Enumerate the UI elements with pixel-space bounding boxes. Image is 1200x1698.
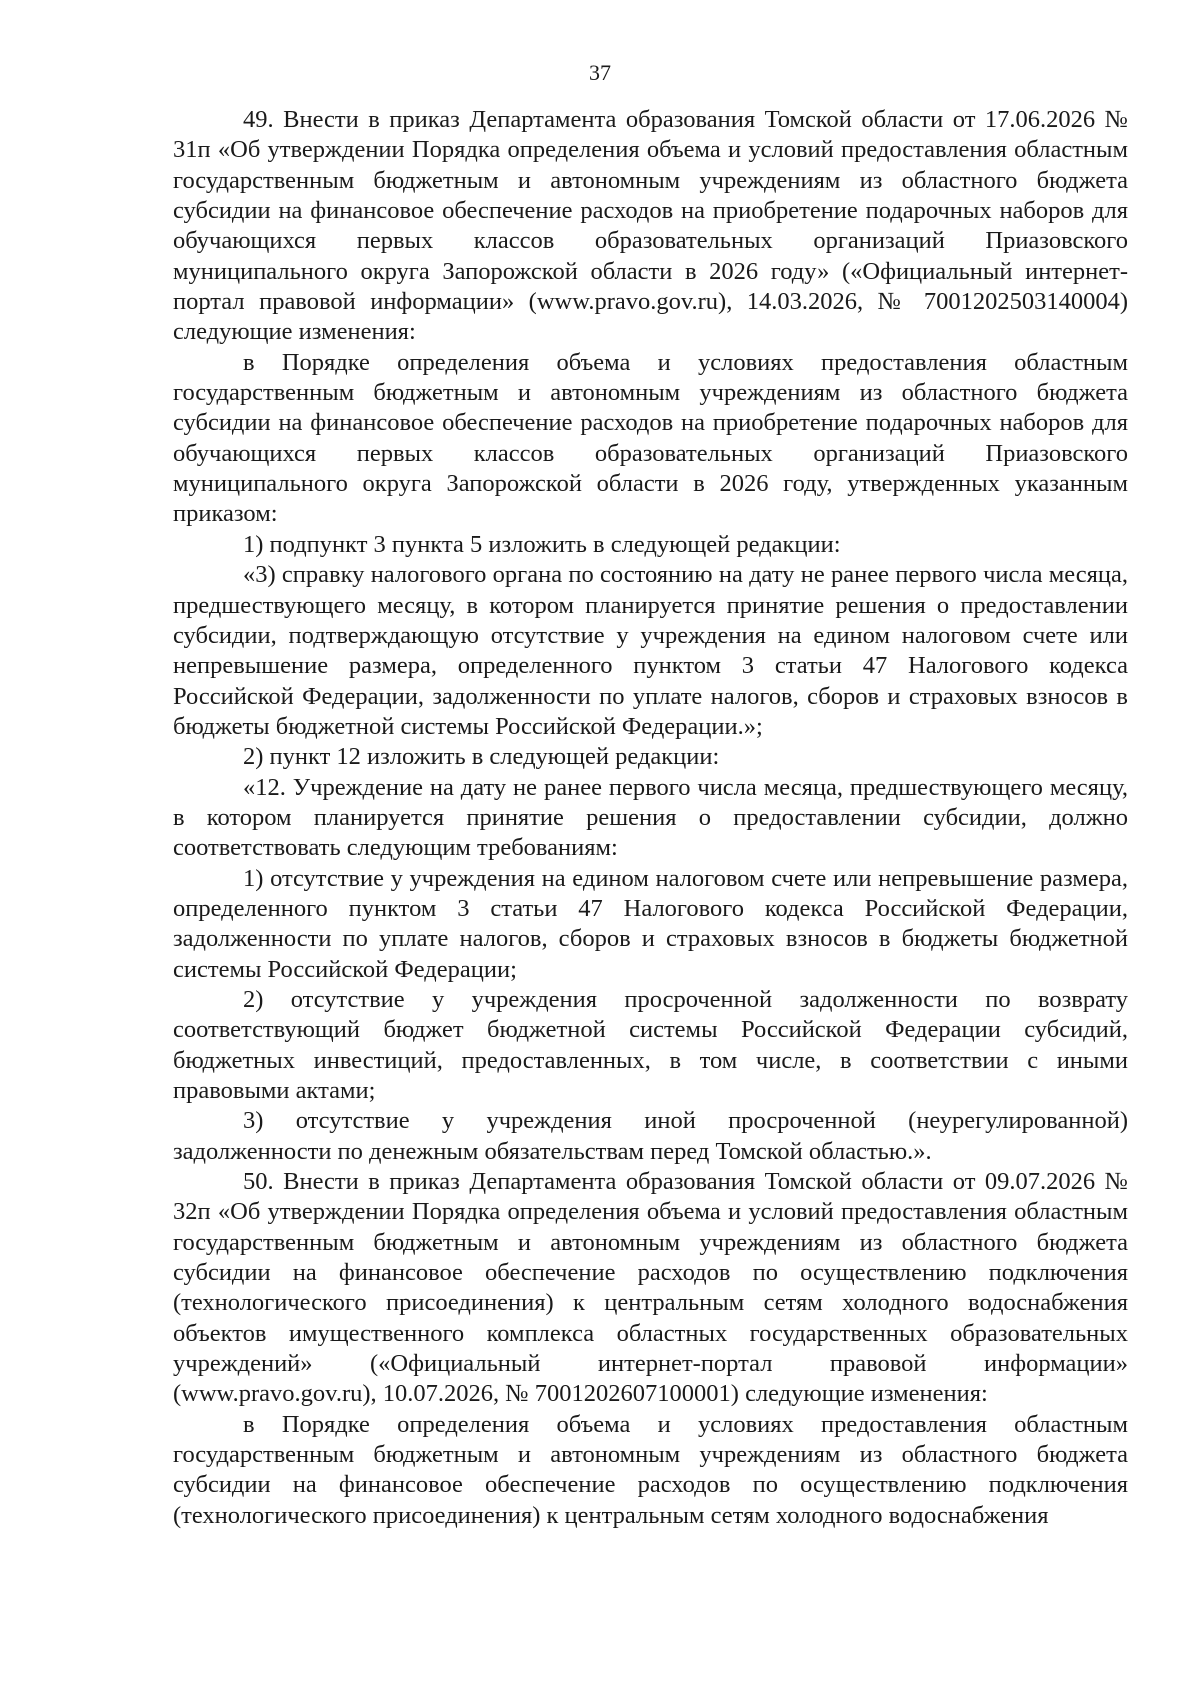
paragraph-50-order-scope: в Порядке определения объема и условиях предоставления областным государственным бюджетным и автономным учреждениям из областного бюджета субсидии на финансовое обеспечение расходов по осуществлению подключения (технологического присоединения) к центральным сетям холодного водоснабжения [173,1410,1128,1529]
page-number: 37 [589,60,611,85]
document-body [173,105,1128,1531]
paragraph-49-requirement-3: 3) отсутствие у учреждения иной просроченной (неурегулированной) задолженности по денежным обязательствам перед Томской областью.». [173,1107,1128,1165]
paragraph-49-order-scope: в Порядке определения объема и условиях предоставления областным государственным бюджетным и автономным учреждениям из областного бюджета субсидии на финансовое обеспечение расходов на приобретение подарочных наборов для обучающихся первых классов образовательных организаций Приазовского муниципального округа Запорожской области в 2026 году, утвержденных указанным приказом: [173,348,1128,528]
paragraph-49-item-1-text: «3) справку налогового органа по состоянию на дату не ранее первого числа месяца, предшествующего месяцу, в котором планируется принятие решения о предоставлении субсидии, подтверждающую отсутствие у учреждения на едином налоговом счете или непревышение размера, определенного пунктом 3 статьи 47 Налогового кодекса Российской Федерации, задолженности по уплате налогов, сборов и страховых взносов в бюджеты бюджетной системы Российской Федерации.»; [173,561,1128,740]
paragraph-49-item-1: 1) подпункт 3 пункта 5 изложить в следующей редакции: [243,530,841,558]
paragraph-49-item-2: 2) пункт 12 изложить в следующей редакции: [243,743,720,771]
paragraph-49-intro: 49. Внести в приказ Департамента образования Томской области от 17.06.2026 № 31п «Об утверждении Порядка определения объема и условий предоставления областным государственным бюджетным и автономным учреждениям из областного бюджета субсидии на финансовое обеспечение расходов на приобретение подарочных наборов для обучающихся первых классов образовательных организаций Приазовского муниципального округа Запорожской области в 2026 году» («Официальный интернет-портал правовой информации» (www.pravo.gov.ru), 14.03.2026, № 7001202503140004) следующие изменения: [173,106,1128,346]
paragraph-49-item-2-text: «12. Учреждение на дату не ранее первого числа месяца, предшествующего месяцу, в котором планируется принятие решения о предоставлении субсидии, должно соответствовать следующим требованиям: [173,773,1128,862]
paragraph-49-requirement-1: 1) отсутствие у учреждения на едином налоговом счете или непревышение размера, определенного пунктом 3 статьи 47 Налогового кодекса Российской Федерации, задолженности по уплате налогов, сборов и страховых взносов в бюджеты бюджетной системы Российской Федерации; [173,864,1128,983]
paragraph-49-requirement-2: 2) отсутствие у учреждения просроченной задолженности по возврату соответствующий бюджет бюджетной системы Российской Федерации субсидий, бюджетных инвестиций, предоставленных, в том числе, в соответствии с иными правовыми актами; [173,985,1128,1104]
paragraph-50-intro: 50. Внести в приказ Департамента образования Томской области от 09.07.2026 № 32п «Об утверждении Порядка определения объема и условий предоставления областным государственным бюджетным и автономным учреждениям из областного бюджета субсидии на финансовое обеспечение расходов по осуществлению подключения (технологического присоединения) к центральным сетям холодного водоснабжения объектов имущественного комплекса областных государственных образовательных учреждений» («Официальный интернет-портал правовой информации» (www.pravo.gov.ru), 10.07.2026, № 7001202607100001) следующие изменения: [173,1168,1128,1408]
